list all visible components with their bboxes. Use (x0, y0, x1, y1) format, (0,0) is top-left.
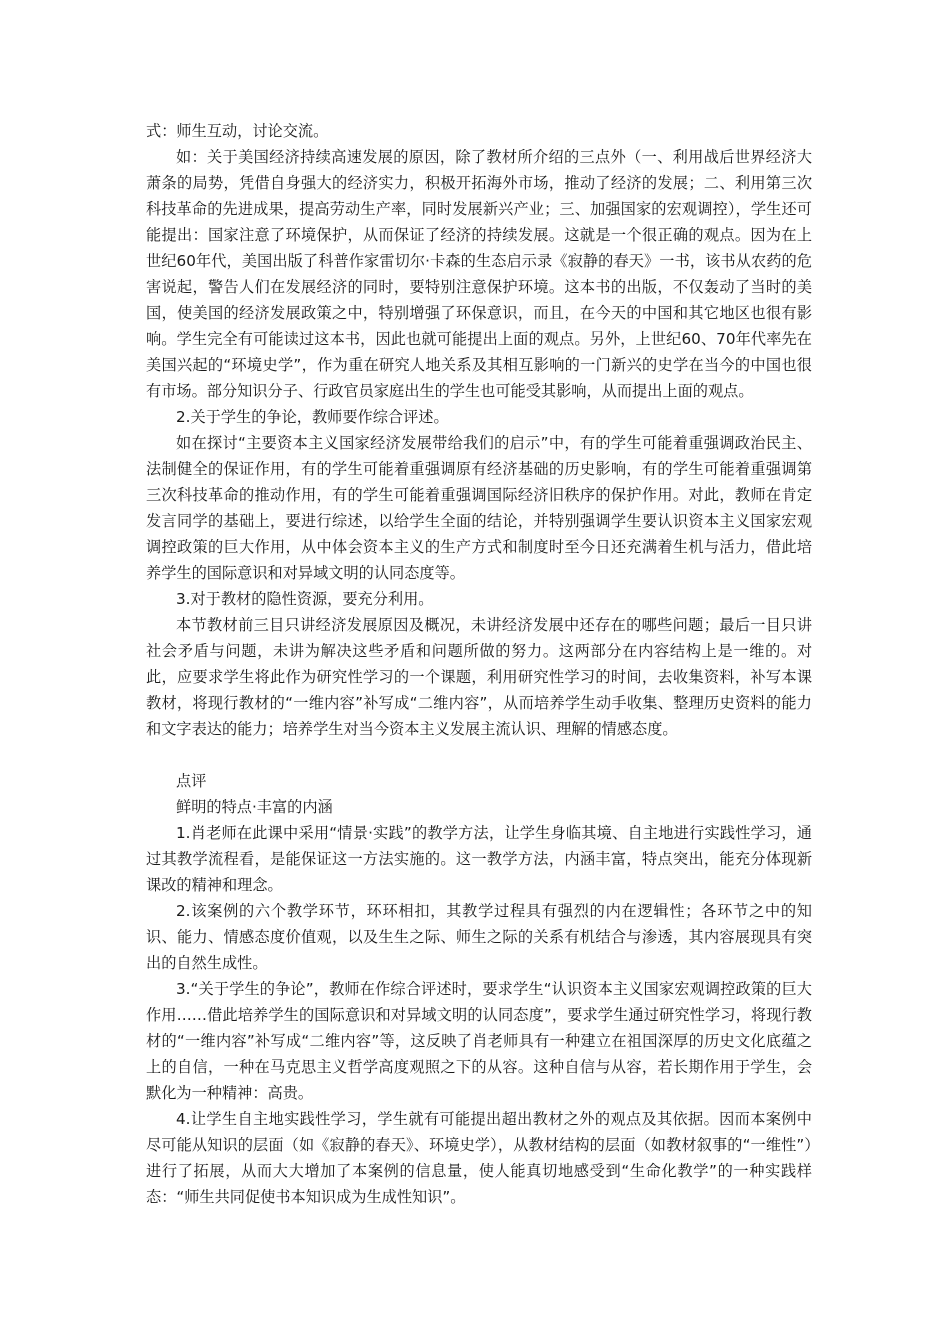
review-item-1: 1.肖老师在此课中采用“情景·实践”的教学方法，让学生身临其境、自主地进行实践性学习，通过其教学流程看，是能保证这一方法实施的。这一教学方法，内涵丰富，特点突出，能充分体现新课改的精神和理念。 (146, 824, 812, 894)
lead-line: 式：师生互动，讨论交流。 (146, 122, 329, 140)
review-item-2: 2.该案例的六个教学环节，环环相扣，其教学过程具有强烈的内在逻辑性；各环节之中的知识、能力、情感态度价值观，以及生生之际、师生之际的关系有机结合与渗透，其内容展现具有突出的自然生成性。 (146, 902, 812, 972)
review-subtitle: 鲜明的特点·丰富的内涵 (176, 798, 333, 816)
point-3-body: 本节教材前三目只讲经济发展原因及概况，未讲经济发展中还存在的哪些问题；最后一目只讲社会矛盾与问题，未讲为解决这些矛盾和问题所做的努力。这两部分在内容结构上是一维的。对此，应要求学生将此作为研究性学习的一个课题，利用研究性学习的时间，去收集资料，补写本课教材，将现行教材的“一维内容”补写成“二维内容”，从而培养学生动手收集、整理历史资料的能力和文字表达的能力；培养学生对当今资本主义发展主流认识、理解的情感态度。 (146, 616, 812, 738)
example-paragraph: 如：关于美国经济持续高速发展的原因，除了教材所介绍的三点外（一、利用战后世界经济大萧条的局势，凭借自身强大的经济实力，积极开拓海外市场，推动了经济的发展；二、利用第三次科技革命的先进成果，提高劳动生产率，同时发展新兴产业；三、加强国家的宏观调控），学生还可能提出：国家注意了环境保护，从而保证了经济的持续发展。这就是一个很正确的观点。因为在上世纪60年代，美国出版了科普作家雷切尔·卡森的生态启示录《寂静的春天》一书，该书从农药的危害说起，警告人们在发展经济的同时，要特别注意保护环境。这本书的出版，不仅轰动了当时的美国，使美国的经济发展政策之中，特别增强了环保意识，而且，在今天的中国和其它地区也很有影响。学生完全有可能读过这本书，因此也就可能提出上面的观点。另外，上世纪60、70年代率先在美国兴起的“环境史学”，作为重在研究人地关系及其相互影响的一门新兴的史学在当今的中国也很有市场。部分知识分子、行政官员家庭出生的学生也可能受其影响，从而提出上面的观点。 (146, 148, 812, 400)
review-item-3: 3.“关于学生的争论”，教师在作综合评述时，要求学生“认识资本主义国家宏观调控政策的巨大作用……借此培养学生的国际意识和对异域文明的认同态度”，要求学生通过研究性学习，将现行教材的“一维内容”补写成“二维内容”等，这反映了肖老师具有一种建立在祖国深厚的历史文化底蕴之上的自信，一种在马克思主义哲学高度观照之下的从容。这种自信与从容，若长期作用于学生，会默化为一种精神：高贵。 (146, 980, 812, 1102)
point-2-heading: 2.关于学生的争论，教师要作综合评述。 (176, 408, 449, 426)
review-heading: 点评 (176, 772, 207, 790)
point-3-heading: 3.对于教材的隐性资源，要充分利用。 (176, 590, 434, 608)
section-spacer (146, 742, 812, 768)
document-page (146, 118, 812, 1210)
review-item-4: 4.让学生自主地实践性学习，学生就有可能提出超出教材之外的观点及其依据。因而本案例中尽可能从知识的层面（如《寂静的春天》、环境史学），从教材结构的层面（如教材叙事的“一维性”）进行了拓展，从而大大增加了本案例的信息量，使人能真切地感受到“生命化教学”的一种实践样态：“师生共同促使书本知识成为生成性知识”。 (146, 1110, 812, 1206)
point-2-body: 如在探讨“主要资本主义国家经济发展带给我们的启示”中，有的学生可能着重强调政治民主、法制健全的保证作用，有的学生可能着重强调原有经济基础的历史影响，有的学生可能着重强调第三次科技革命的推动作用，有的学生可能着重强调国际经济旧秩序的保护作用。对此，教师在肯定发言同学的基础上，要进行综述，以给学生全面的结论，并特别强调学生要认识资本主义国家宏观调控政策的巨大作用，从中体会资本主义的生产方式和制度时至今日还充满着生机与活力，借此培养学生的国际意识和对异域文明的认同态度等。 (146, 434, 812, 582)
